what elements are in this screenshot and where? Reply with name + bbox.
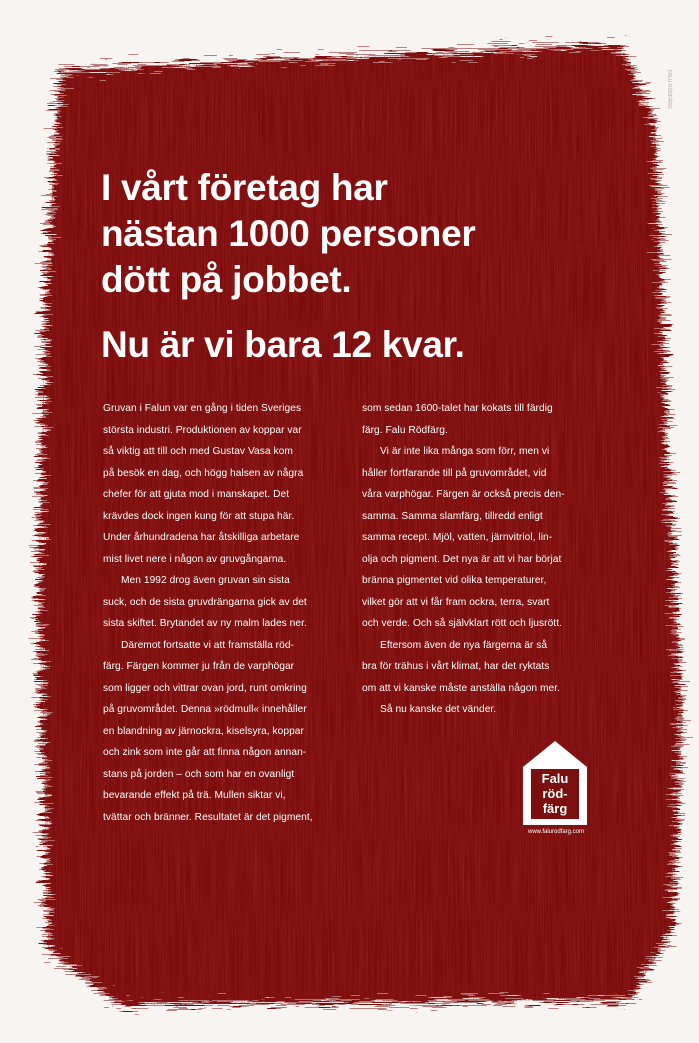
body-line: våra varphögar. Färgen är också precis den- <box>362 489 565 500</box>
body-line: tvättar och bränner. Resultatet är det pigment, <box>103 811 313 823</box>
body-line: på besök en dag, och högg halsen av några <box>103 467 304 479</box>
body-line: Gruvan i Falun var en gång i tiden Sveriges <box>103 403 302 414</box>
body-line: om att vi kanske måste anställa någon mer. <box>362 682 561 694</box>
logo-text-line: röd- <box>542 786 568 801</box>
body-line: på gruvområdet. Denna »rödmull« innehåller <box>103 704 307 715</box>
body-line: Däremot fortsatte vi att framställa röd- <box>121 639 294 651</box>
body-line: mist livet nere i någon av gruvgångarna. <box>103 553 287 565</box>
body-line: färg. Falu Rödfärg. <box>362 424 448 436</box>
body-line: sista skiftet. Brytandet av ny malm lades ner. <box>103 618 307 629</box>
body-line: färg. Färgen kommer ju från de varphögar <box>103 661 295 672</box>
headline <box>101 165 621 303</box>
body-line: suck, och de sista gruvdrängarna gick av det <box>103 596 307 608</box>
body-line: som ligger och vittrar ovan jord, runt omkring <box>103 682 307 694</box>
side-note: FALU RÖDFÄRG <box>666 70 672 109</box>
subheadline: Nu är vi bara 12 kvar. <box>101 324 465 365</box>
body-line: bra för trähus i vårt klimat, har det ryktats <box>362 661 550 672</box>
body-column-right <box>362 398 612 721</box>
website-url: www.falurodfarg.com <box>527 829 585 835</box>
body-line: största industri. Produktionen av koppar var <box>103 424 302 436</box>
body-line: så viktig att till och med Gustav Vasa kom <box>103 446 293 457</box>
body-line: olja och pigment. Det nya är att vi har börjat <box>362 553 562 565</box>
body-column-left <box>103 398 353 828</box>
body-line: och verde. Och så självklart rött och ljusrött. <box>362 618 562 629</box>
headline-line: I vårt företag har <box>101 167 388 208</box>
body-line: Under århundradena har åtskilliga arbetare <box>103 532 300 543</box>
body-line: stans på jorden – och som har en ovanligt <box>103 768 295 780</box>
falu-rodfarg-logo <box>521 739 589 827</box>
body-line: samma. Samma slamfärg, tillredd enligt <box>362 510 543 522</box>
body-line: Eftersom även de nya färgerna är så <box>380 639 548 651</box>
body-line: bevarande effekt på trä. Mullen siktar vi, <box>103 790 286 801</box>
logo-text-line: Falu <box>541 771 569 786</box>
body-line: Så nu kanske det vänder. <box>380 704 497 715</box>
body-line: som sedan 1600-talet har kokats till färdig <box>362 403 553 414</box>
body-line: Vi är inte lika många som förr, men vi <box>380 446 550 457</box>
headline-line: dött på jobbet. <box>101 259 352 300</box>
body-line: chefer för att gjuta mod i manskapet. Det <box>103 489 290 500</box>
logo-text-line: färg <box>542 801 568 816</box>
body-line: krävdes dock ingen kung för att stupa här. <box>103 510 295 522</box>
body-line: och zink som inte går att finna någon annan- <box>103 747 307 758</box>
body-line: Men 1992 drog även gruvan sin sista <box>121 575 290 586</box>
body-line: håller fortfarande till på gruvområdet, vid <box>362 467 547 479</box>
body-line: vilket gör att vi får fram ockra, terra, svart <box>362 596 550 608</box>
body-line: en blandning av järnockra, kiselsyra, koppar <box>103 725 304 737</box>
body-line: samma recept. Mjöl, vatten, järnvitriol, lin- <box>362 532 553 543</box>
body-line: bränna pigmentet vid olika temperaturer, <box>362 575 547 586</box>
headline-line: nästan 1000 personer <box>101 213 476 254</box>
